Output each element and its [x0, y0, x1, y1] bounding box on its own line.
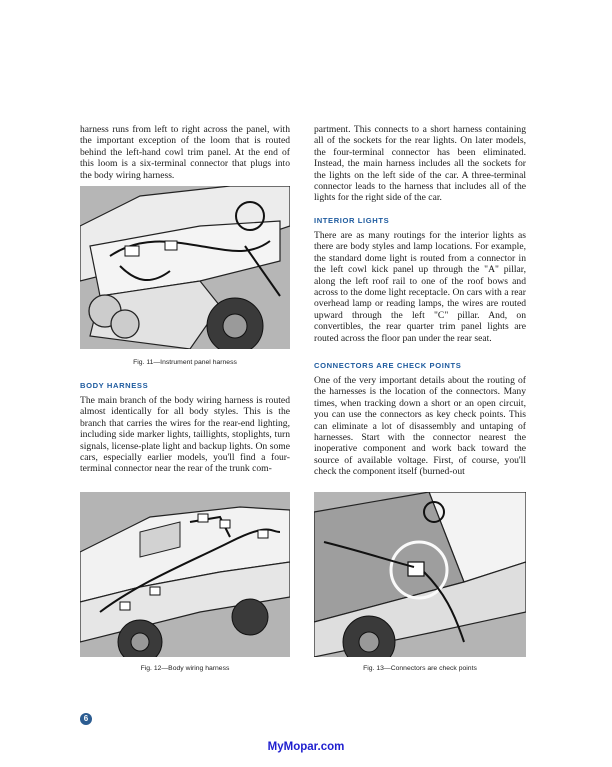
body-harness-text: The main branch of the body wiring harness is routed almost identically for all body styles. This is the branch that carries the wires for the rear-end lighting, including side marker lights, taillights, stoplights, turn signals, license-plate light and backup lights. On some cars, especially earlier models, you'll find a four-terminal connector near the rear of the trunk com- [80, 395, 290, 475]
figure-12-body-wiring-harness [80, 492, 290, 657]
connectors-paragraph [314, 375, 526, 478]
figure-11-drawing [80, 186, 290, 349]
figure-12-drawing [80, 492, 290, 657]
figure-11-instrument-panel-harness [80, 186, 290, 349]
body-harness-paragraph [80, 395, 290, 475]
footer-site-link[interactable]: MyMopar.com [267, 741, 345, 753]
right-intro-paragraph [314, 124, 526, 204]
figure-12-caption: Fig. 12—Body wiring harness [140, 665, 230, 672]
connectors-text: One of the very important details about the routing of the harnesses is the location of the connectors. Many times, when tracking down a short or an open circuit, you can use the connectors as key check points. This can eliminate a lot of disassembly and untaping of harnesses. Start with the connector nearest the inoperative component and work back toward the source of available voltage. First, of course, you'll check the component itself (burned-out [314, 375, 526, 478]
figure-11-caption: Fig. 11—Instrument panel harness [133, 359, 237, 366]
interior-lights-text: There are as many routings for the interior lights as there are body styles and lamp locations. For example, the standard dome light is routed from a connector in the left cowl kick panel up through the "A" pillar, along the left roof rail to one of the roof bows and across to the dome light receptacle. On cars with a rear overhead lamp or reading lamps, the wires are routed upward through the left "C" pillar. And, on convertibles, the rear quarter trim panel lights are routed across the floor pan under the rear seat. [314, 230, 526, 344]
figure-13-drawing [314, 492, 526, 657]
left-intro-text: harness runs from left to right across the panel, with the important exception of the loom that is routed behind the left-hand cowl trim panel. At the end of this loom is a six-terminal connector that plugs into the body wiring harness. [80, 124, 290, 181]
left-intro-paragraph [80, 124, 290, 181]
connectors-heading: CONNECTORS ARE CHECK POINTS [314, 361, 462, 370]
figure-13-connectors-check-points [314, 492, 526, 657]
body-harness-heading: BODY HARNESS [80, 381, 149, 390]
interior-lights-paragraph [314, 230, 526, 344]
right-intro-text: partment. This connects to a short harness containing all of the sockets for the rear lights. On later models, the four-terminal connector has been eliminated. Instead, the main harness includes all the sockets for the lights on the left side of the car. A three-terminal connector leads to the harness that includes all of the lights for the right side of the car. [314, 124, 526, 204]
figure-13-caption: Fig. 13—Connectors are check points [363, 665, 477, 672]
page-number-badge: 6 [80, 713, 92, 725]
interior-lights-heading: INTERIOR LIGHTS [314, 216, 390, 225]
